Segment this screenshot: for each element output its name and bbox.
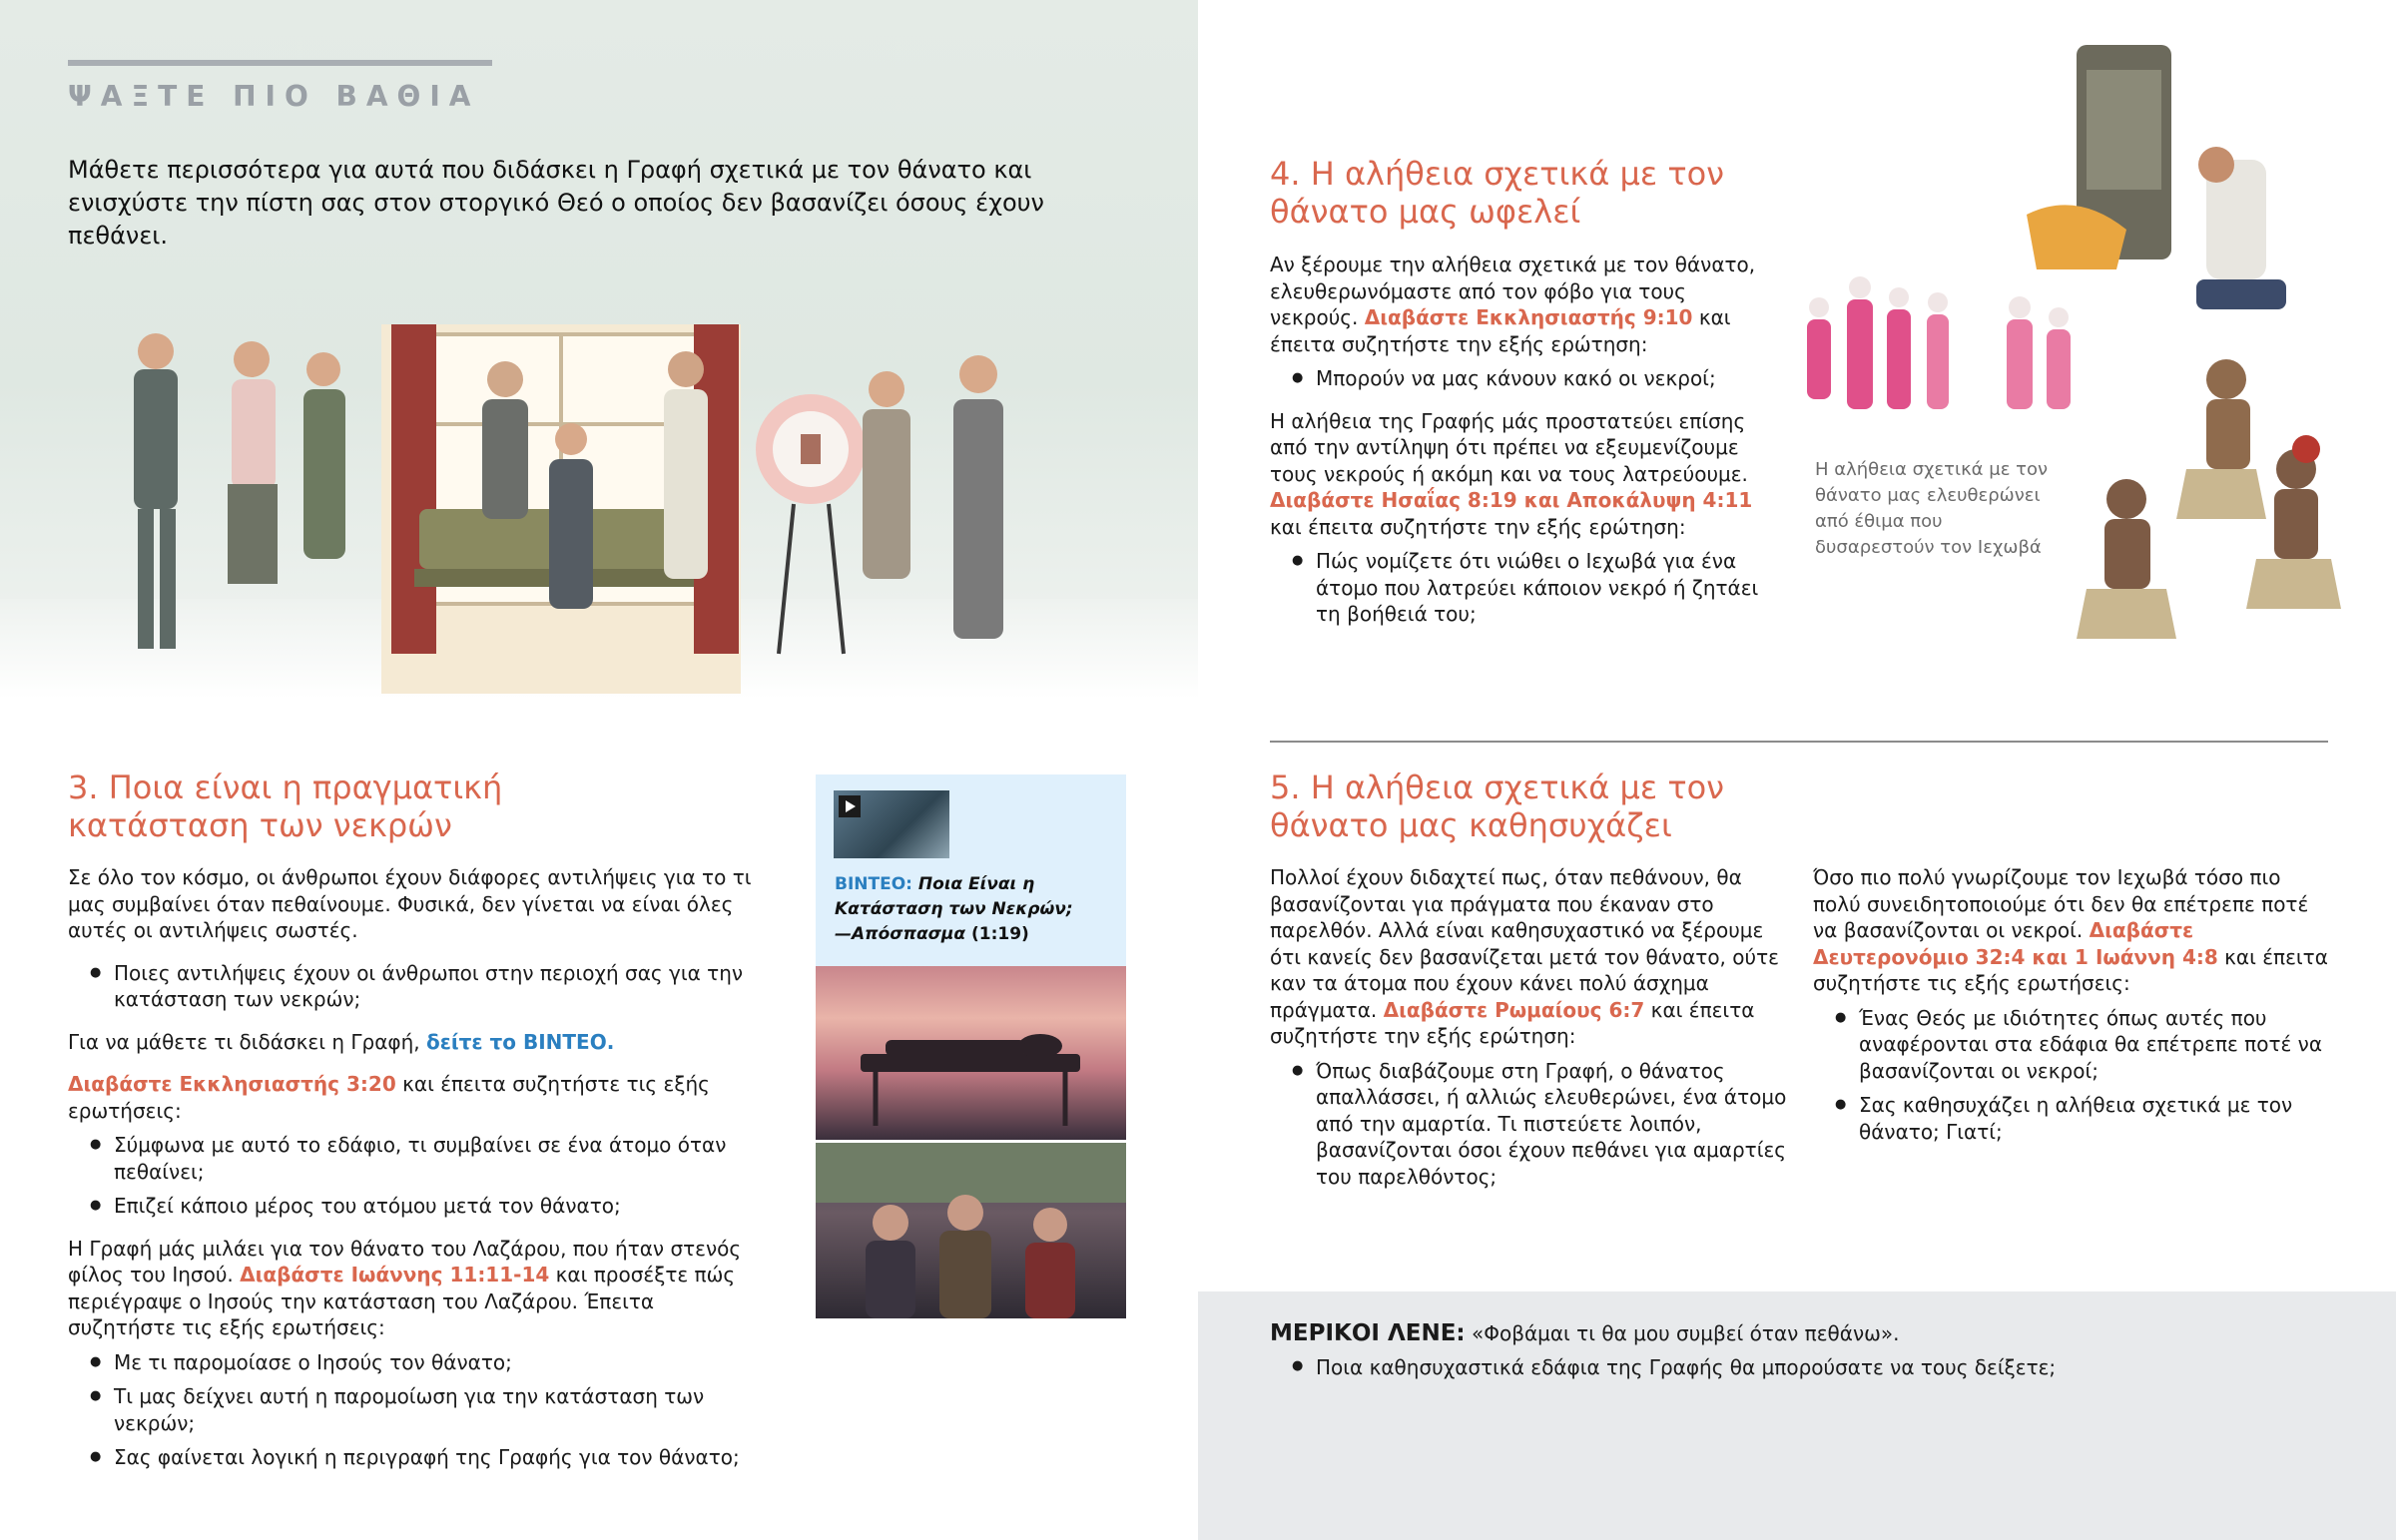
scripture-link[interactable]: Διαβάστε Ρωμαίους 6:7 [1383,997,1645,1022]
mourners-silhouette [816,1143,1126,1318]
scripture-link[interactable]: Διαβάστε Ιωάννης 11:11-14 [240,1263,550,1286]
section-3-questions-a [68,960,767,1013]
some-say-line [1270,1319,2318,1347]
section-3-heading-wrap [68,769,687,844]
video-title: Ποια Είναι η Κατάσταση των Νεκρών; [835,874,1073,919]
question-item: ● Με τι παρομοίασε ο Ιησούς τον θάνατο; [114,1349,767,1376]
video-prompt-paragraph [68,1029,767,1056]
video-prompt-text: Για να μάθετε τι διδάσκει η Γραφή, [68,1029,426,1054]
section-3-title: 3. Ποια είναι η πραγματική κατάσταση των νεκρών [68,769,503,844]
section-4-text-1-post: και έπειτα συζητήστε την εξής ερώτηση: [1270,305,1731,356]
section-3-questions-b [68,1132,767,1220]
scripture-link[interactable]: Διαβάστε Εκκλησιαστής 3:20 [68,1072,396,1096]
watch-video-link[interactable]: δείτε το ΒΙΝΤΕΟ. [425,1029,615,1054]
section-4-heading-wrap [1270,155,1739,231]
question-item: ● Ποια καθησυχαστικά εδάφια της Γραφής θα μπορούσατε να τους δείξετε; [1316,1353,2318,1381]
some-say-questions [1270,1353,2318,1381]
section-3-questions-c [68,1349,767,1471]
section-3-intro-paragraph: Σε όλο τον κόσμο, οι άνθρωποι έχουν διάφορες αντιλήψεις για το τι μας συμβαίνει όταν πεθαίνουμε. Φυσικά, δεν γίνεται να είναι όλες αυτές οι αντιλήψεις σωστές. [68,865,752,942]
section-4-questions-a [1270,365,1769,392]
funeral-illustration [110,309,1108,709]
section-4-questions-b [1270,548,1769,628]
question-item: ● Σας φαίνεται λογική η περιγραφή της Γραφής για τον θάνατο; [114,1444,767,1471]
video-duration: (1:19) [971,924,1029,944]
question-item: ● Σύμφωνα με αυτό το εδάφιο, τι συμβαίνει σε ένα άτομο όταν πεθαίνει; [114,1132,767,1185]
section-4-paragraph-2 [1270,408,1769,541]
scripture-prompt-paragraph [68,1071,767,1124]
section-5-paragraph-2 [1813,864,2332,997]
section-4-title: 4. Η αλήθεια σχετικά με τον θάνατο μας ωφελεί [1270,155,1725,231]
question-item: ● Μπορούν να μας κάνουν κακό οι νεκροί; [1316,365,1769,392]
question-item: ● Όπως διαβάζουμε στη Γραφή, ο θάνατος απαλλάσσει, ή αλλιώς ελευθερώνει, ένα άτομο από την αμαρτία. Τι πιστεύετε λοιπόν, βασανίζονται όσοι έχουν πεθάνει για αμαρτίες του παρελθόντος; [1316,1058,1789,1191]
section-5-questions-a [1270,1058,1789,1191]
illustration-caption: Η αλήθεια σχετικά με τον θάνατο μας ελευθερώνει από έθιμα που δυσαρεστούν τον Ιεχωβά [1815,459,2049,558]
customs-illustration [1787,30,2376,689]
section-4-text-2-post: και έπειτα συζητήστε την εξής ερώτηση: [1270,514,1686,539]
section-divider [1270,741,2328,743]
lazarus-paragraph [68,1236,767,1341]
section-5-text-2: Όσο πιο πολύ γνωρίζουμε τον Ιεχωβά τόσο πιο πολύ συνειδητοποιούμε ότι δεν θα επέτρεπε ποτέ να βασανίζονται οι νεκροί. [1813,865,2309,942]
section-5-text-1: Πολλοί έχουν διδαχτεί πως, όταν πεθάνουν, θα βασανίζονται για πράγματα που έκαναν στο παρελθόν. Αλλά είναι καθησυχαστικό να ξέρουμε ότι κανείς δεν βασανίζεται μετά τον θάνατο, ούτε καν τα άτομα που έχουν κάνει πολύ άσχημα πράγματα. [1270,865,1779,1022]
section-4-body [1270,252,1769,644]
some-say-quote: «Φοβάμαι τι θα μου συμβεί όταν πεθάνω». [1465,1321,1900,1345]
some-say-content [1270,1319,2318,1397]
mourners-image [816,1143,1126,1318]
lazarus-text: Η Γραφή μάς μιλάει για τον θάνατο του Λαζάρου, που ήταν στενός φίλος του Ιησού. [68,1236,742,1286]
video-caption [835,872,1104,947]
video-label: ΒΙΝΤΕΟ: [835,874,912,894]
section-5-title: 5. Η αλήθεια σχετικά με τον θάνατο μας καθησυχάζει [1270,769,1725,844]
section-5-col-2 [1813,864,2332,1161]
question-item: ● Τι μας δείχνει αυτή η παρομοίωση για την κατάσταση των νεκρών; [114,1383,767,1436]
scripture-link[interactable]: Διαβάστε Εκκλησιαστής 9:10 [1364,305,1693,329]
scripture-link[interactable]: Διαβάστε Δευτερονόμιο 32:4 και 1 Ιωάννη 4:8 [1813,918,2218,969]
section-4-paragraph-1 [1270,252,1769,357]
hospital-bed-image [816,966,1126,1140]
section-5-heading-wrap [1270,769,1829,844]
question-item: ● Ένας Θεός με ιδιότητες όπως αυτές που αναφέρονται στα εδάφια θα επέτρεπε ποτέ να βασανίζονται οι νεκροί; [1859,1005,2332,1085]
section-eyebrow: ΨΑΞΤΕ ΠΙΟ ΒΑΘΙΑ [68,80,480,113]
intro-text: Μάθετε περισσότερα για αυτά που διδάσκει η Γραφή σχετικά με τον θάνατο και ενισχύστε την πίστη σας στον στοργικό Θεό ο οποίος δεν βασανίζει όσους έχουν πεθάνει. [68,156,1044,250]
question-item: ● Επιζεί κάποιο μέρος του ατόμου μετά τον θάνατο; [114,1193,767,1220]
play-icon[interactable] [839,795,861,817]
hospital-bed-silhouette [816,966,1126,1140]
some-say-label: ΜΕΡΙΚΟΙ ΛΕΝΕ: [1270,1320,1466,1346]
video-subtitle: —Απόσπασμα [835,924,966,944]
scripture-link[interactable]: Διαβάστε Ησαΐας 8:19 και Αποκάλυψη 4:11 [1270,488,1753,512]
section-5-text-1-post: και έπειτα συζητήστε την εξής ερώτηση: [1270,997,1755,1048]
section-4-text-1: Αν ξέρουμε την αλήθεια σχετικά με τον θάνατο, ελευθερωνόμαστε από τον φόβο για τους νεκρούς. [1270,253,1756,329]
scripture-prompt-text: και έπειτα συζητήστε τις εξής ερωτήσεις: [68,1072,710,1123]
lazarus-text-post: και προσέξτε πώς περιέγραψε ο Ιησούς την κατάσταση του Λαζάρου. Έπειτα συζητήστε τις εξής ερωτήσεις: [68,1263,736,1339]
section-3-body [68,864,767,1487]
section-5-questions-b [1813,1005,2332,1146]
section-5-paragraph-1 [1270,864,1789,1050]
question-item: ● Σας καθησυχάζει η αλήθεια σχετικά με τον θάνατο; Γιατί; [1859,1092,2332,1145]
question-item: ● Πώς νομίζετε ότι νιώθει ο Ιεχωβά για ένα άτομο που λατρεύει κάποιον νεκρό ή ζητάει τη βοήθειά του; [1316,548,1769,628]
section-5-text-2-post: και έπειτα συζητήστε τις εξής ερωτήσεις: [1813,944,2328,995]
section-4-text-2: Η αλήθεια της Γραφής μάς προστατεύει επίσης από την αντίληψη ότι πρέπει να εξευμενίζουμε τους νεκρούς ή ακόμη και να τους λατρεύουμε. [1270,408,1748,486]
section-5-col-1 [1270,864,1789,1206]
header-rule [68,60,492,66]
question-item: ● Ποιες αντιλήψεις έχουν οι άνθρωποι στην περιοχή σας για την κατάσταση των νεκρών; [114,960,767,1013]
